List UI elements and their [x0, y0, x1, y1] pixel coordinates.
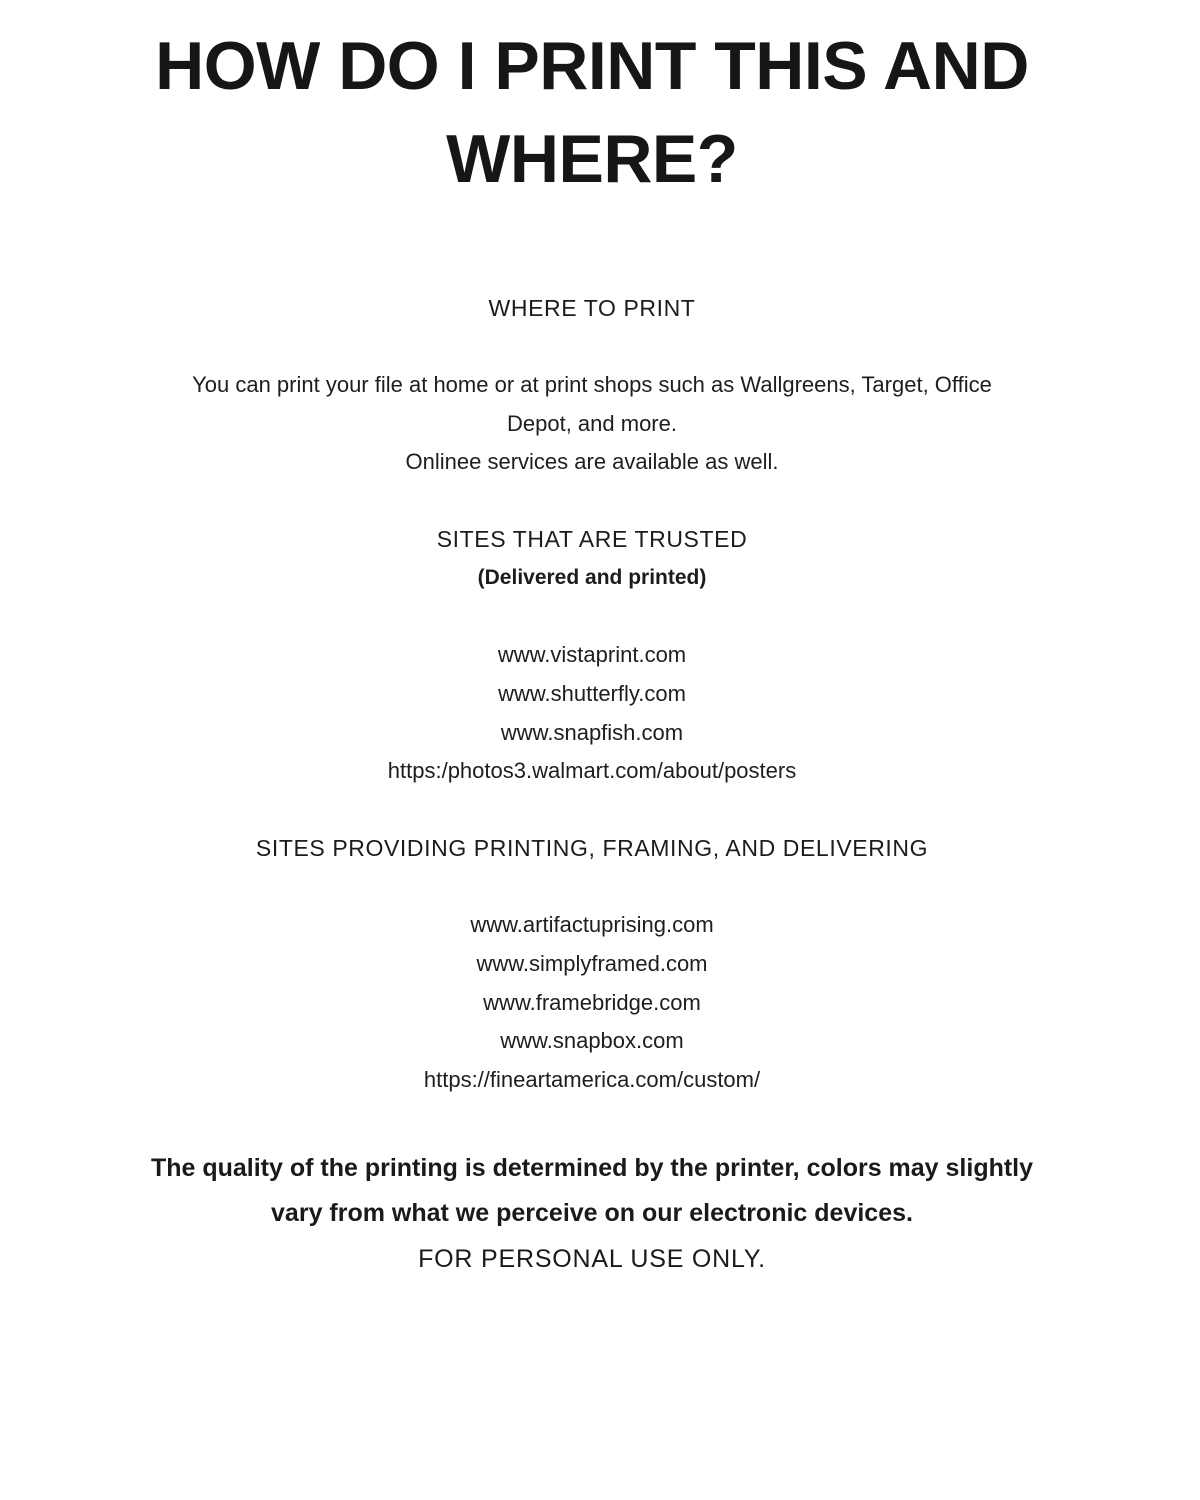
framing-site-link-framebridge[interactable]: www.framebridge.com	[483, 990, 701, 1015]
quality-disclaimer-line-2: vary from what we perceive on our electronic devices.	[271, 1199, 913, 1227]
quality-disclaimer-line-1: The quality of the printing is determined by the printer, colors may slightly	[150, 1154, 1034, 1182]
where-to-print-paragraph-line-1: You can print your file at home or at print shops such as Wallgreens, Target, Office	[192, 372, 992, 397]
where-to-print-heading: WHERE TO PRINT	[488, 295, 696, 321]
trusted-sites-heading: SITES THAT ARE TRUSTED	[436, 526, 748, 552]
page-title-line-2: WHERE?	[446, 121, 738, 197]
trusted-site-link-vistaprint[interactable]: www.vistaprint.com	[497, 642, 687, 667]
trusted-site-link-walmart[interactable]: https:/photos3.walmart.com/about/posters	[387, 758, 797, 783]
framing-site-link-snapbox[interactable]: www.snapbox.com	[500, 1028, 684, 1053]
trusted-sites-subheading: (Delivered and printed)	[477, 566, 707, 589]
trusted-site-link-snapfish[interactable]: www.snapfish.com	[500, 720, 684, 745]
framing-site-link-simplyframed[interactable]: www.simplyframed.com	[476, 951, 708, 976]
where-to-print-paragraph-line-3: Onlinee services are available as well.	[405, 449, 779, 474]
framing-sites-heading: SITES PROVIDING PRINTING, FRAMING, AND DELIVERING	[255, 835, 929, 861]
trusted-site-link-shutterfly[interactable]: www.shutterfly.com	[498, 681, 686, 706]
page-title-line-1: HOW DO I PRINT THIS AND	[155, 28, 1029, 104]
where-to-print-paragraph-line-2: Depot, and more.	[507, 411, 677, 436]
personal-use-notice: FOR PERSONAL USE ONLY.	[418, 1245, 766, 1273]
framing-site-link-artifactuprising[interactable]: www.artifactuprising.com	[470, 912, 714, 937]
framing-site-link-fineartamerica[interactable]: https://fineartamerica.com/custom/	[423, 1067, 761, 1092]
